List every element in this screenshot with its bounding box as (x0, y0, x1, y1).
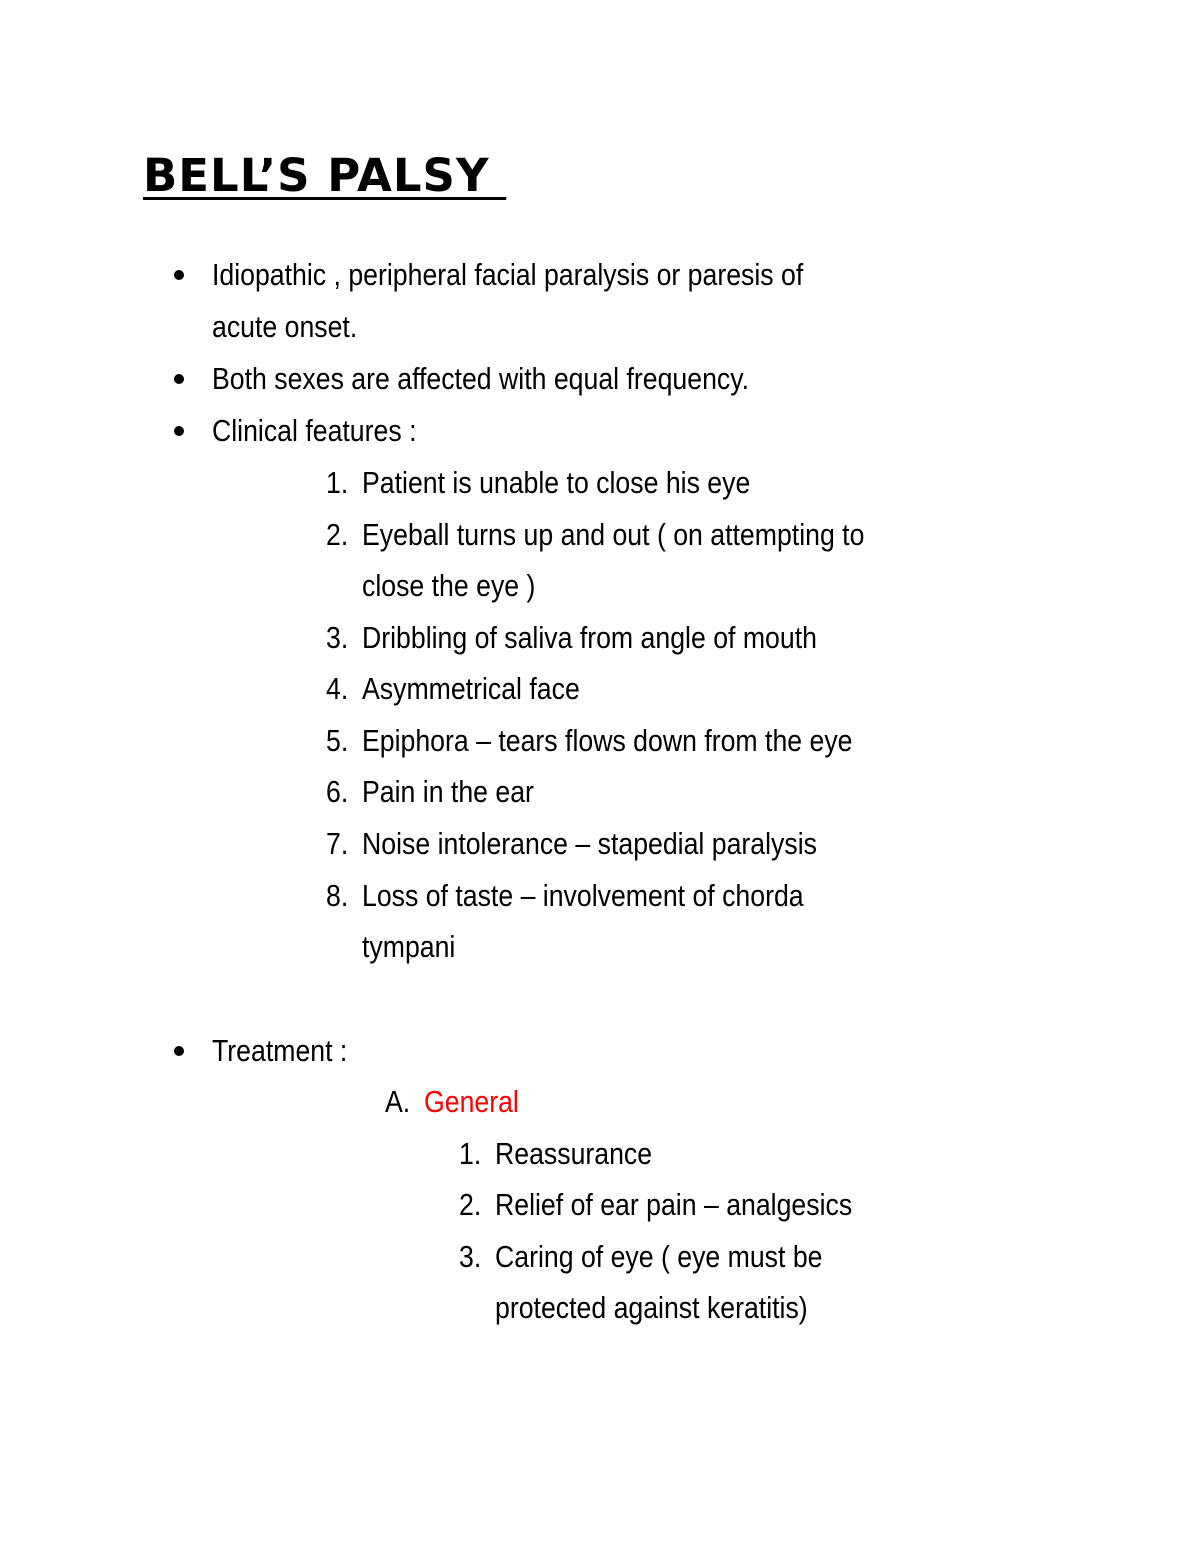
bullet-text: acute onset. (212, 309, 358, 344)
list-item-number: 5. (326, 723, 349, 758)
list-item: Eyeball turns up and out ( on attempting to (362, 517, 865, 552)
list-item-number: 3. (326, 620, 349, 655)
page-title: BELL’S PALSY (143, 149, 507, 202)
list-item: close the eye ) (362, 568, 536, 603)
list-item: Caring of eye ( eye must be (495, 1239, 823, 1274)
treatment-heading: Treatment : (212, 1033, 348, 1068)
bullet-text: Both sexes are affected with equal frequency. (212, 361, 749, 396)
list-item-number: 1. (326, 465, 349, 500)
list-item-number: 6. (326, 774, 349, 809)
list-item: Loss of taste – involvement of chorda (362, 878, 804, 913)
bullet-icon (174, 426, 184, 436)
list-item-number: 1. (459, 1136, 482, 1171)
list-item-number: 8. (326, 878, 349, 913)
list-item: Relief of ear pain – analgesics (495, 1187, 853, 1222)
list-item: Noise intolerance – stapedial paralysis (362, 826, 817, 861)
section-letter: A. (385, 1084, 411, 1119)
bullet-text: Clinical features : (212, 413, 417, 448)
list-item: tympani (362, 929, 456, 964)
bullet-text: Idiopathic , peripheral facial paralysis or paresis of (212, 257, 804, 292)
list-item: protected against keratitis) (495, 1290, 808, 1325)
section-title: General (424, 1084, 519, 1119)
list-item-number: 2. (459, 1187, 482, 1222)
list-item: Asymmetrical face (362, 671, 580, 706)
bullet-icon (174, 1046, 184, 1056)
list-item-number: 4. (326, 671, 349, 706)
list-item: Dribbling of saliva from angle of mouth (362, 620, 817, 655)
list-item-number: 2. (326, 517, 349, 552)
list-item-number: 3. (459, 1239, 482, 1274)
list-item: Patient is unable to close his eye (362, 465, 751, 500)
bullet-icon (174, 270, 184, 280)
bullet-icon (174, 374, 184, 384)
list-item: Pain in the ear (362, 774, 534, 809)
list-item: Reassurance (495, 1136, 653, 1171)
list-item-number: 7. (326, 826, 349, 861)
list-item: Epiphora – tears flows down from the eye (362, 723, 853, 758)
